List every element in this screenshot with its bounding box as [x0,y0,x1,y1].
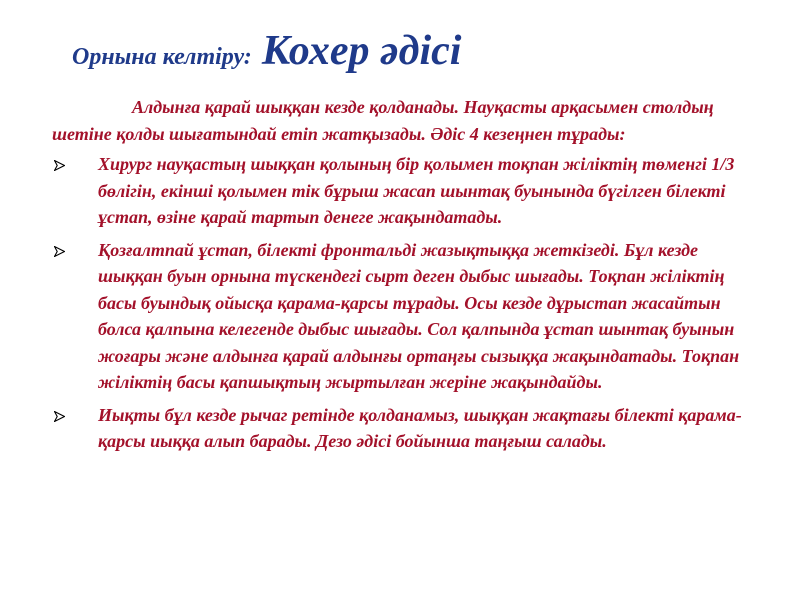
step-text: Хирург науқастың шыққан қолының бір қолымен тоқпан жіліктің төменгі 1/3 бөлігін, екінші қолымен тік бұрыш жасап шынтақ буынында бүгілген білекті ұстап, өзіне қарай тартып денеге жақындатады. [98,154,735,227]
step-item-3 [52,402,752,455]
step-text: Қозғалтпай ұстап, білекті фронтальді жазықтыққа жеткізеді. Бұл кезде шыққан буын орнына түскендегі сырт деген дыбыс шығады. Тоқпан жіліктің басы буындық ойысқа қарама-қарсы тұрады. Осы кезде дұрыстап жасайтын болса қалпына келегенде дыбыс шығады. Сол қалпында ұстап шынтақ буынын жоғары және алдынға қарай алдынғы ортаңғы сызыққа жақындатады. Тоқпан жіліктің басы қапшықтың жыртылған жеріне жақындайды. [98,239,740,392]
step-item-1 [52,151,752,231]
slide-title [72,30,461,72]
intro-paragraph: Алдынға қарай шыққан кезде қолданады. Науқасты арқасымен столдың шетіне қолды шығатындай етіп жатқызады. Әдіс 4 кезеңнен тұрады: [52,97,714,144]
arrowhead-bullet-icon [54,160,65,171]
title-main: Кохер әдісі [261,28,462,74]
arrowhead-bullet-icon [54,411,65,422]
step-item-2 [52,237,752,396]
arrowhead-bullet-icon [54,246,65,257]
step-list [52,151,752,455]
title-prefix: Орнына келтіру: [72,44,252,70]
slide-body [52,94,752,461]
step-text: Иықты бұл кезде рычаг ретінде қолданамыз, шыққан жақтағы білекті қарама-қарсы иыққа алып барады. Дезо әдісі бойынша таңғыш салады. [98,404,742,451]
